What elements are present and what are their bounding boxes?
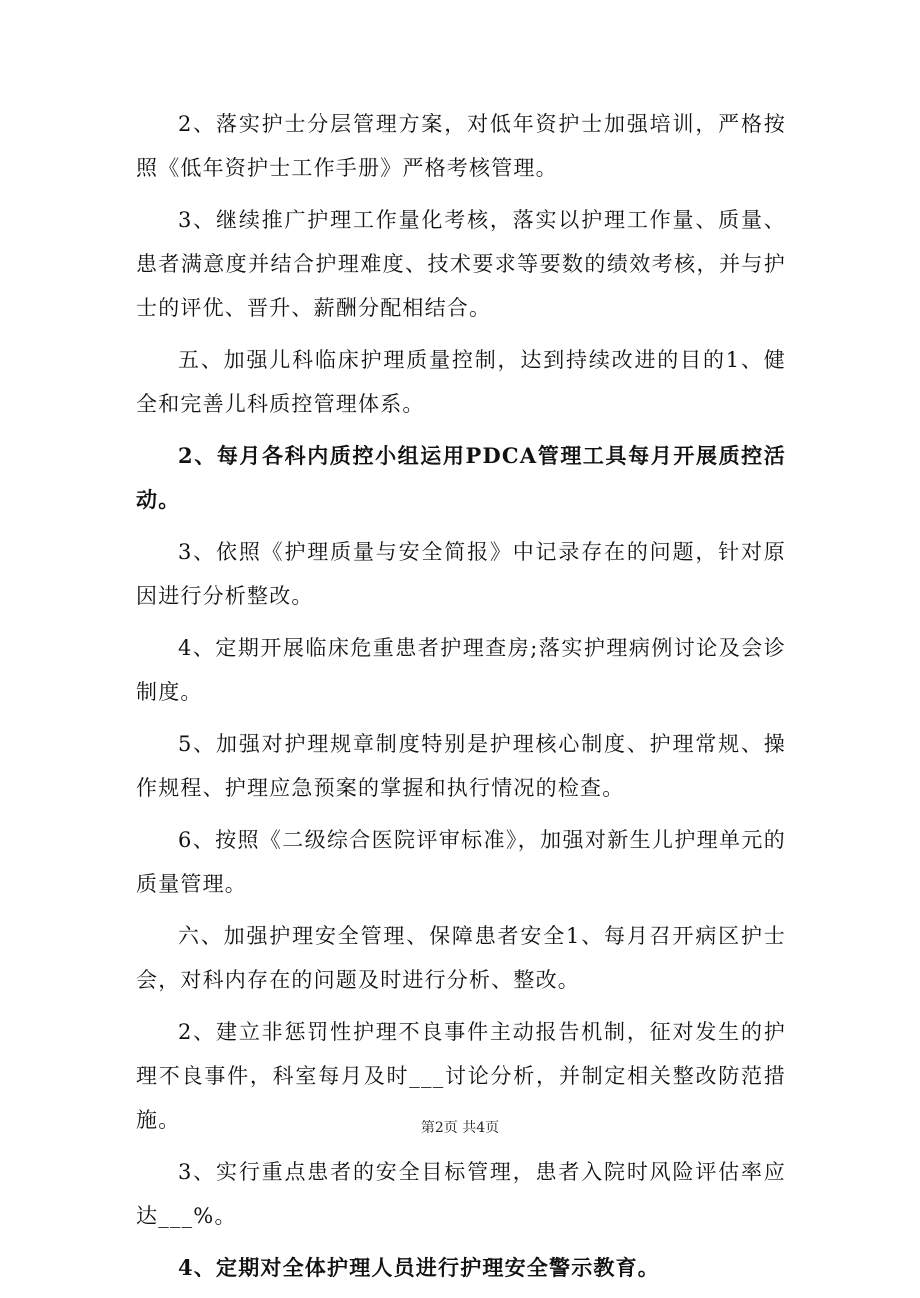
page-footer: 第2页 共4页 xyxy=(420,1120,500,1136)
paragraph-6: 4、定期开展临床危重患者护理查房;落实护理病例讨论及会诊制度。 xyxy=(136,636,786,704)
paragraph-1: 2、落实护士分层管理方案，对低年资护士加强培训，严格按照《低年资护士工作手册》严格考核管理。 xyxy=(136,112,786,180)
paragraph-7: 5、加强对护理规章制度特别是护理核心制度、护理常规、操作规程、护理应急预案的掌握和执行情况的检查。 xyxy=(136,732,786,800)
paragraph-5: 3、依照《护理质量与安全简报》中记录存在的问题，针对原因进行分析整改。 xyxy=(136,540,786,608)
paragraph-11: 3、实行重点患者的安全目标管理，患者入院时风险评估率应达___%。 xyxy=(136,1160,786,1228)
paragraph-3: 五、加强儿科临床护理质量控制，达到持续改进的目的1、健全和完善儿科质控管理体系。 xyxy=(136,348,786,416)
paragraph-10: 2、建立非惩罚性护理不良事件主动报告机制，征对发生的护理不良事件，科室每月及时___讨论分析，并制定相关整改防范措施。 xyxy=(136,1020,786,1132)
paragraph-9: 六、加强护理安全管理、保障患者安全1、每月召开病区护士会，对科内存在的问题及时进行分析、整改。 xyxy=(136,924,786,992)
paragraph-4: 2、每月各科内质控小组运用PDCA管理工具每月开展质控活动。 xyxy=(136,443,786,512)
paragraph-12: 4、定期对全体护理人员进行护理安全警示教育。 xyxy=(178,1255,661,1280)
paragraph-2: 3、继续推广护理工作量化考核，落实以护理工作量、质量、患者满意度并结合护理难度、技术要求等要数的绩效考核，并与护士的评优、晋升、薪酬分配相结合。 xyxy=(136,208,786,320)
paragraph-8: 6、按照《二级综合医院评审标准》，加强对新生儿护理单元的质量管理。 xyxy=(136,828,786,896)
